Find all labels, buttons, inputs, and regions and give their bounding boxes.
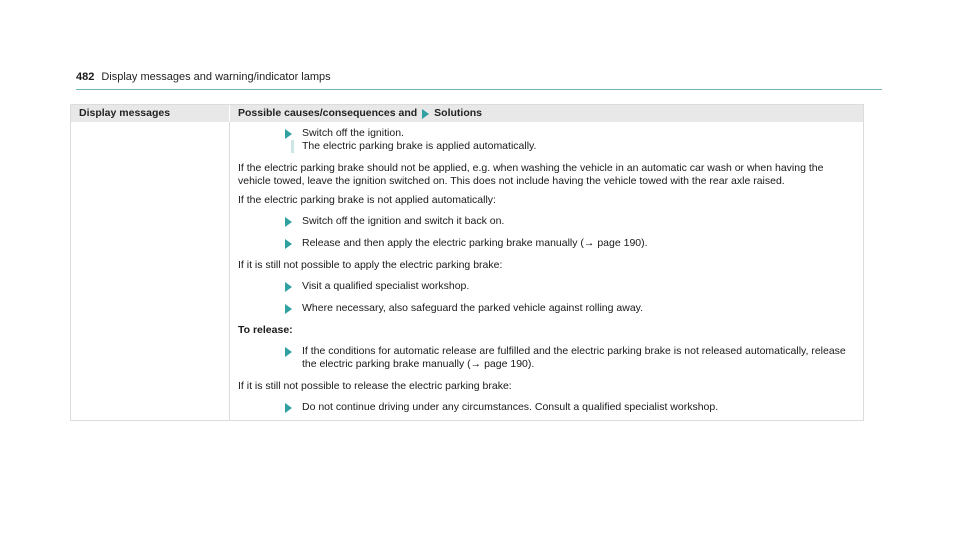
column-header-solutions-label: Solutions (434, 107, 483, 119)
step-manual-release (285, 345, 853, 371)
page-number: 482 (76, 71, 95, 83)
action-arrow-icon (285, 282, 292, 292)
step-text: Switch off the ignition and switch it back on. (302, 215, 505, 227)
step-visit-workshop (285, 280, 853, 293)
step-text: Where necessary, also safeguard the parked vehicle against rolling away. (302, 302, 644, 314)
action-arrow-icon (285, 129, 292, 139)
paragraph-still-not-release: If it is still not possible to release the electric parking brake: (238, 380, 512, 392)
action-arrow-icon (422, 109, 429, 119)
table-body-row (71, 122, 863, 420)
display-message-cell (71, 122, 230, 420)
action-arrow-icon (285, 217, 292, 227)
table-header-row (71, 105, 863, 122)
section-title: Display messages and warning/indicator lamps (101, 71, 331, 83)
step-switch-off-ignition (285, 127, 853, 153)
messages-table (70, 104, 864, 421)
column-header-causes-label: Possible causes/consequences and (238, 107, 418, 119)
action-arrow-icon (285, 239, 292, 249)
step-text: Release and then apply the electric parking brake manually (→ page 190). (302, 237, 648, 249)
step-manual-apply (285, 237, 853, 250)
causes-solutions-cell (230, 122, 863, 420)
step-safeguard-vehicle (285, 302, 853, 315)
step-result: The electric parking brake is applied automatically. (291, 140, 853, 153)
column-header-causes-solutions (230, 105, 863, 122)
release-heading: To release: (238, 324, 293, 336)
action-arrow-icon (285, 304, 292, 314)
page-header (76, 70, 882, 90)
step-text: Do not continue driving under any circumstances. Consult a qualified specialist workshop. (302, 401, 719, 413)
step-do-not-drive (285, 401, 853, 414)
step-restart-ignition (285, 215, 853, 228)
step-text: If the conditions for automatic release are fulfilled and the electric parking brake is not released automatically, release the electric parking brake manually (→ page 190). (302, 345, 846, 370)
paragraph-not-applied: If the electric parking brake is not applied automatically: (238, 194, 496, 206)
action-arrow-icon (285, 403, 292, 413)
step-text: Visit a qualified specialist workshop. (302, 280, 470, 292)
paragraph-wash-tow: If the electric parking brake should not be applied, e.g. when washing the vehicle in an automatic car wash or when having the vehicle towed, leave the ignition switched on. This does not include having the vehicle towed with the rear axle raised. (238, 162, 824, 187)
column-header-display-messages: Display messages (71, 105, 230, 122)
paragraph-still-not-apply: If it is still not possible to apply the electric parking brake: (238, 259, 503, 271)
step-text: Switch off the ignition. (302, 127, 404, 139)
action-arrow-icon (285, 347, 292, 357)
